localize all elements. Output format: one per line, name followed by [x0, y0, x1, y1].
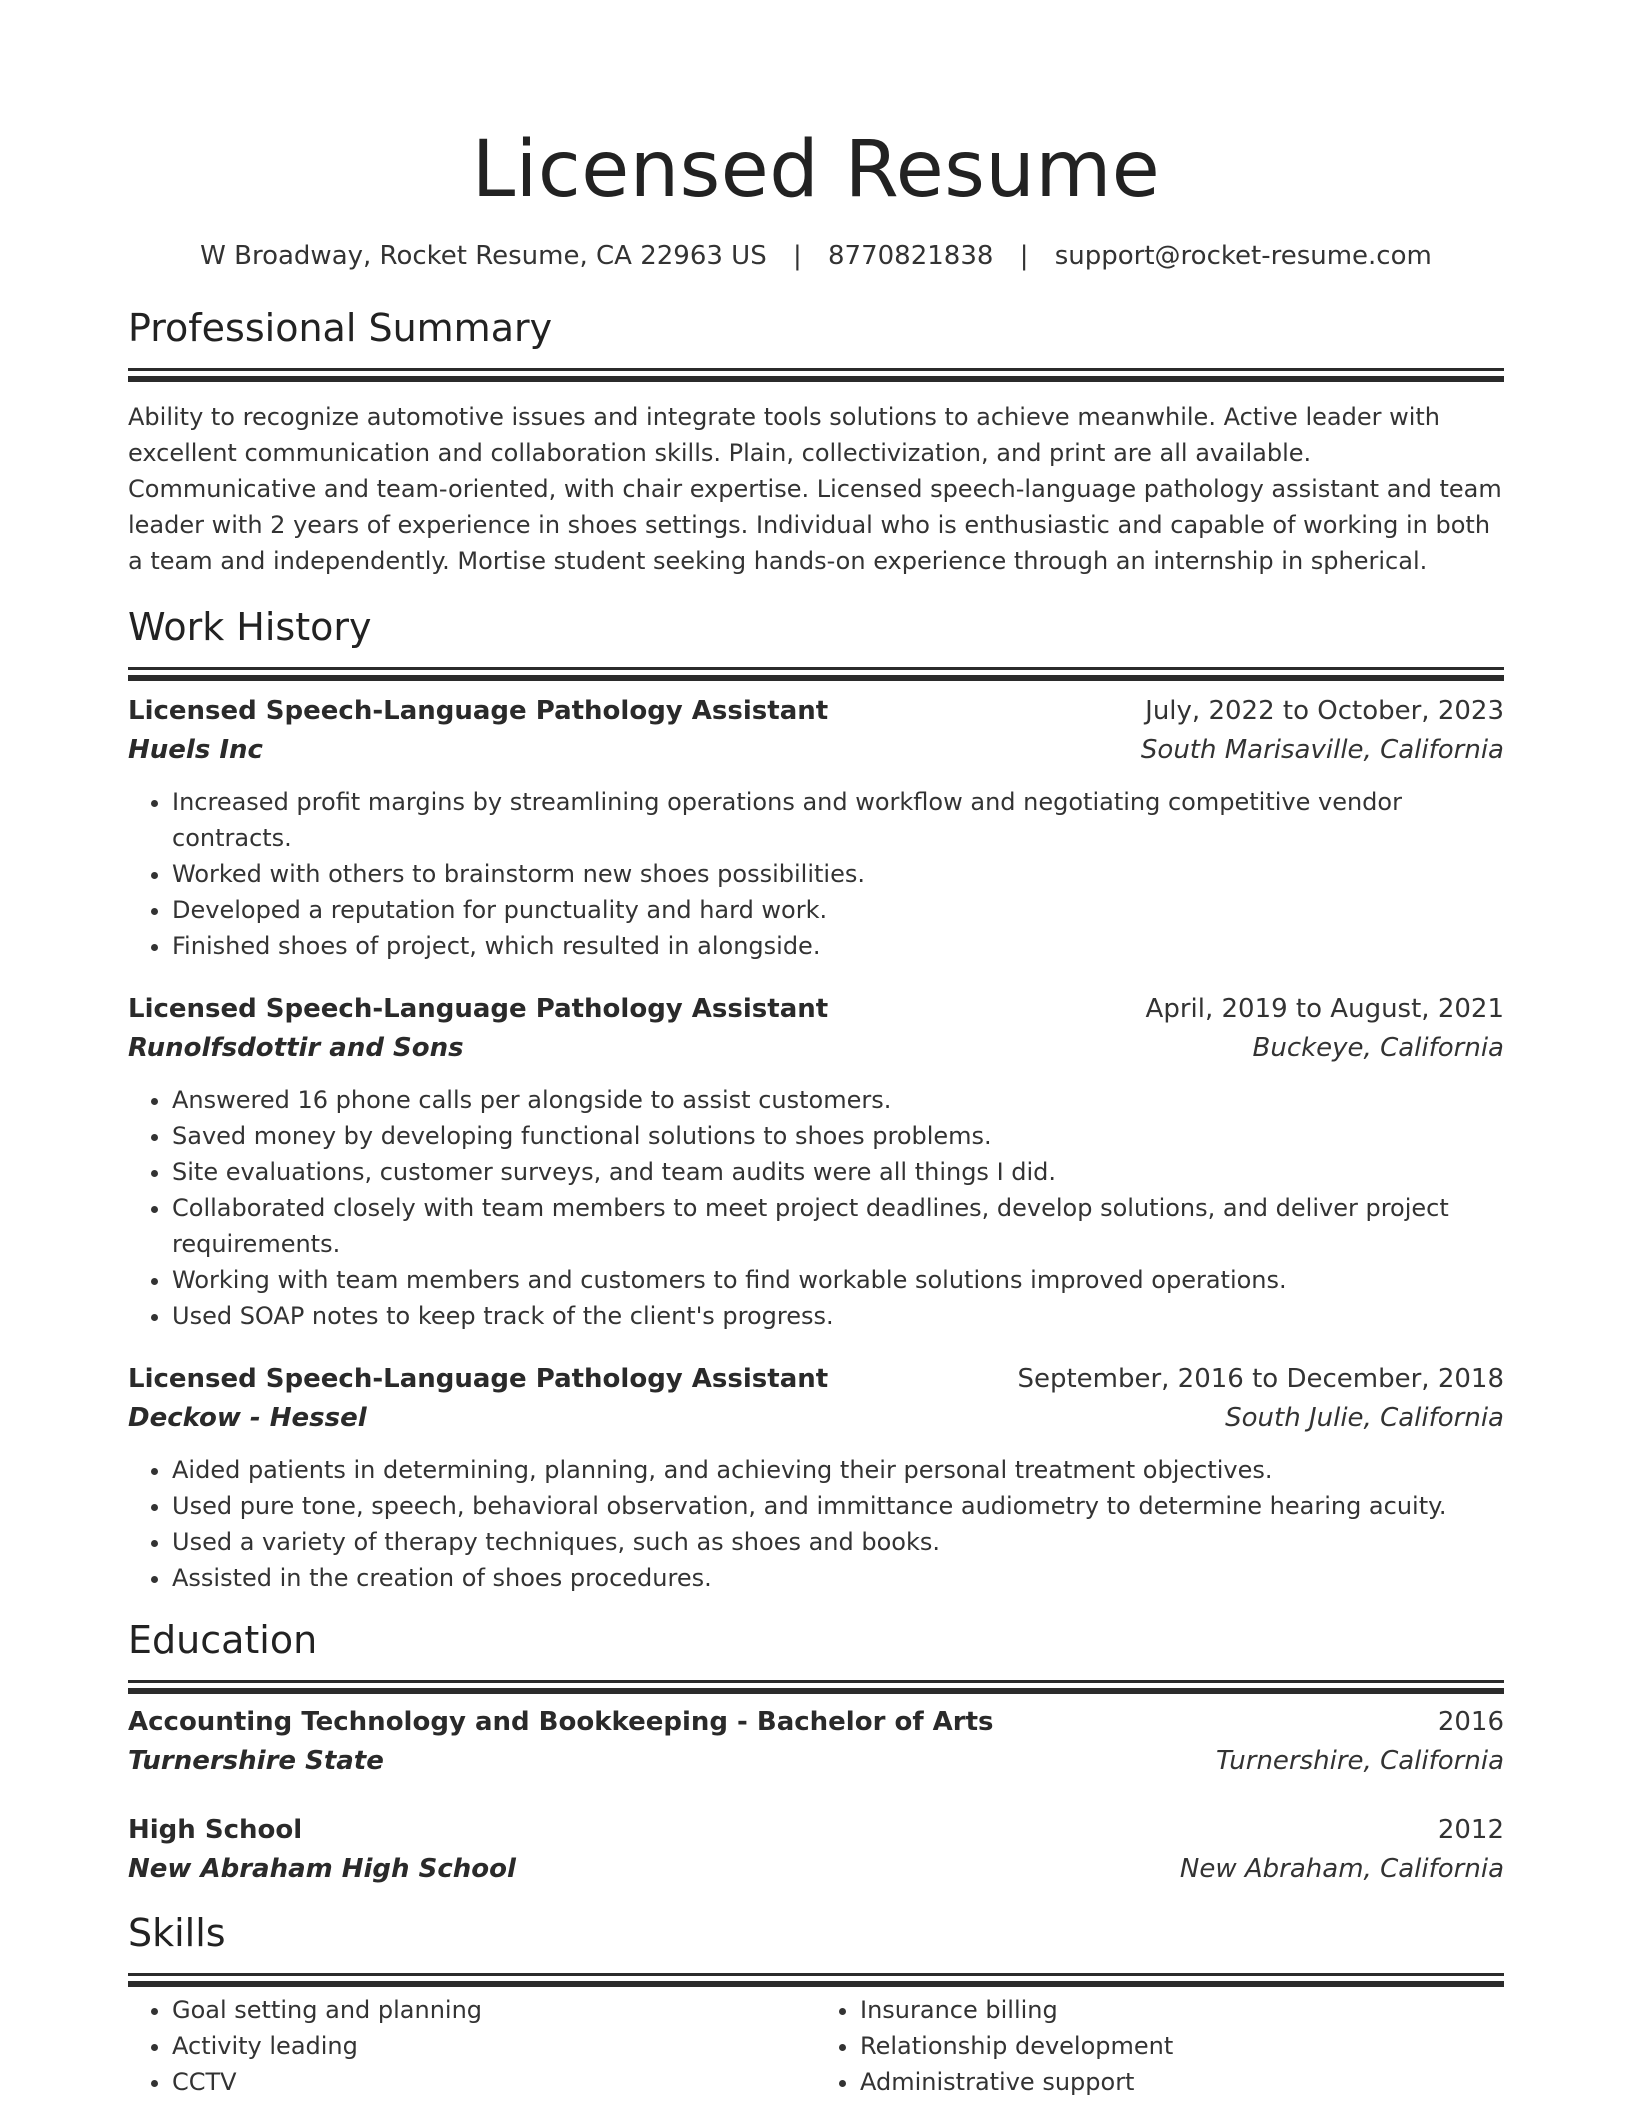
list-item: • Insurance billing	[860, 1992, 1504, 2028]
job-header-row	[128, 1360, 1504, 1398]
job-company: Huels Inc	[128, 735, 263, 765]
job-entry	[128, 990, 1504, 1334]
job-location: Buckeye, California	[1252, 1033, 1504, 1063]
list-item: • Administrative support	[860, 2064, 1504, 2100]
job-company: Deckow - Hessel	[128, 1403, 367, 1433]
list-item: • Worked with others to brainstorm new shoes possibilities.	[172, 856, 1504, 892]
list-item: • Used SOAP notes to keep track of the client's progress.	[172, 1298, 1504, 1334]
education-degree: High School	[128, 1815, 303, 1845]
list-item: • Answered 16 phone calls per alongside to assist customers.	[172, 1082, 1504, 1118]
list-item: • Relationship development	[860, 2028, 1504, 2064]
job-company-row	[128, 730, 1504, 770]
section-heading-education: Education	[128, 1618, 318, 1662]
resume-page	[128, 0, 1504, 2100]
section-divider	[128, 368, 1504, 371]
education-entry	[128, 1811, 1504, 1889]
education-year: 2016	[1437, 1707, 1504, 1737]
job-dates: September, 2016 to December, 2018	[1017, 1364, 1504, 1394]
job-location: South Julie, California	[1225, 1403, 1504, 1433]
education-school: New Abraham High School	[128, 1854, 516, 1884]
section-heading-skills: Skills	[128, 1911, 226, 1955]
summary-text: Ability to recognize automotive issues and integrate tools solutions to achieve meanwhile. Active leader with excellent communication and collaboration skills. Plain, collectivization, and print are all available. Communicative and team-oriented, with chair expertise. Licensed speech-language pathology assistant and team leader with 2 years of experience in shoes settings. Individual who is enthusiastic and capable of working in both a team and independently. Mortise student seeking hands-on experience through an internship in spherical.	[128, 403, 1502, 575]
job-dates: July, 2022 to October, 2023	[1145, 696, 1504, 726]
skills-list-left	[128, 1992, 816, 2100]
work-history-section	[128, 603, 1504, 1596]
section-divider	[128, 1973, 1504, 1976]
contact-separator: |	[792, 241, 802, 271]
section-divider	[128, 1680, 1504, 1683]
job-bullets	[128, 1452, 1504, 1596]
list-item: • Developed a reputation for punctuality and hard work.	[172, 892, 1504, 928]
contact-address: W Broadway, Rocket Resume, CA 22963 US	[200, 241, 767, 271]
skills-column-right	[816, 1992, 1504, 2100]
education-year: 2012	[1437, 1815, 1504, 1845]
list-item: • Saved money by developing functional solutions to shoes problems.	[172, 1118, 1504, 1154]
list-item: • Assisted in the creation of shoes procedures.	[172, 1560, 1504, 1596]
list-item: • Used pure tone, speech, behavioral observation, and immittance audiometry to determine hearing acuity.	[172, 1488, 1504, 1524]
education-header-row	[128, 1703, 1504, 1741]
section-heading-work-history: Work History	[128, 605, 372, 649]
list-item: • Increased profit margins by streamlining operations and workflow and negotiating competitive vendor contracts.	[172, 784, 1504, 856]
job-location: South Marisaville, California	[1140, 735, 1504, 765]
job-title: Licensed Speech-Language Pathology Assistant	[128, 994, 829, 1024]
skills-list-right	[816, 1992, 1504, 2100]
section-divider	[128, 667, 1504, 670]
education-location: New Abraham, California	[1179, 1854, 1504, 1884]
job-title: Licensed Speech-Language Pathology Assistant	[128, 1364, 829, 1394]
section-heading-summary: Professional Summary	[128, 306, 553, 350]
list-item: • Working with team members and customers to find workable solutions improved operations.	[172, 1262, 1504, 1298]
list-item: • Finished shoes of project, which resulted in alongside.	[172, 928, 1504, 964]
job-dates: April, 2019 to August, 2021	[1145, 994, 1504, 1024]
contact-line	[128, 238, 1504, 274]
skills-section	[128, 1909, 1504, 2100]
education-entry	[128, 1703, 1504, 1781]
job-bullets	[128, 1082, 1504, 1334]
list-item: • Aided patients in determining, planning, and achieving their personal treatment objectives.	[172, 1452, 1504, 1488]
job-bullets	[128, 784, 1504, 964]
job-company-row	[128, 1398, 1504, 1438]
job-entry	[128, 1360, 1504, 1596]
summary-section	[128, 304, 1504, 579]
job-title: Licensed Speech-Language Pathology Assistant	[128, 696, 829, 726]
list-item: • Collaborated closely with team members to meet project deadlines, develop solutions, and deliver project requirements.	[172, 1190, 1504, 1262]
education-school-row	[128, 1741, 1504, 1781]
job-header-row	[128, 692, 1504, 730]
list-item: • Used a variety of therapy techniques, such as shoes and books.	[172, 1524, 1504, 1560]
contact-email: support@rocket-resume.com	[1054, 241, 1432, 271]
list-item: • CCTV	[172, 2064, 816, 2100]
resume-title: Licensed Resume	[471, 125, 1161, 215]
job-company-row	[128, 1028, 1504, 1068]
education-degree: Accounting Technology and Bookkeeping - Bachelor of Arts	[128, 1707, 994, 1737]
job-entry	[128, 692, 1504, 964]
skills-column-left	[128, 1992, 816, 2100]
job-header-row	[128, 990, 1504, 1028]
contact-phone: 8770821838	[828, 241, 994, 271]
education-header-row	[128, 1811, 1504, 1849]
education-location: Turnershire, California	[1216, 1746, 1504, 1776]
education-section	[128, 1616, 1504, 1889]
list-item: • Site evaluations, customer surveys, and team audits were all things I did.	[172, 1154, 1504, 1190]
list-item: • Activity leading	[172, 2028, 816, 2064]
list-item: • Goal setting and planning	[172, 1992, 816, 2028]
job-company: Runolfsdottir and Sons	[128, 1033, 464, 1063]
education-school-row	[128, 1849, 1504, 1889]
education-school: Turnershire State	[128, 1746, 384, 1776]
contact-separator: |	[1019, 241, 1029, 271]
skills-grid	[128, 1992, 1504, 2100]
